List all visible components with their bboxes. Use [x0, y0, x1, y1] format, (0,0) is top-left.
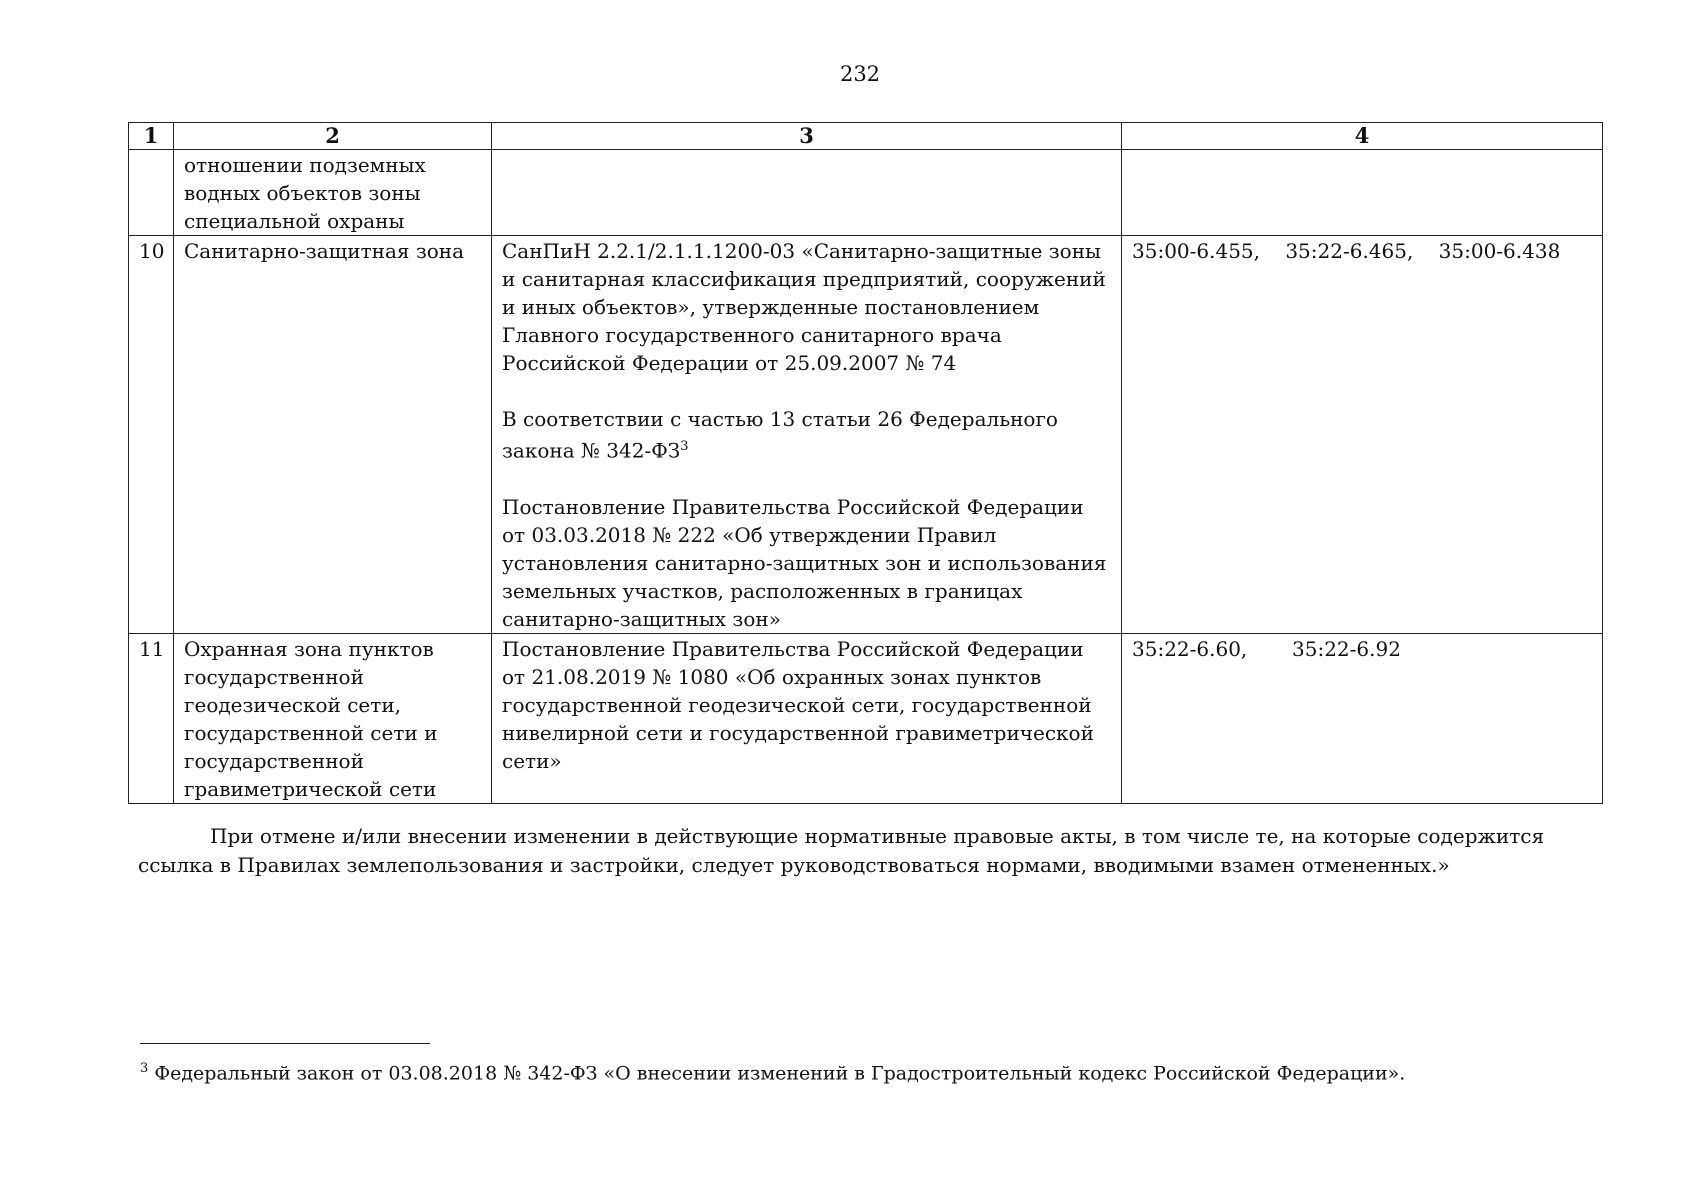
- legal-basis-paragraph: СанПиН 2.2.1/2.1.1.1200-03 «Санитарно-защитные зоны и санитарная классификация предприятий, сооружений и иных объектов», утвержденные постановлением Главного государственного санитарного врача Российской Федерации от 25.09.2007 № 74: [502, 239, 1106, 375]
- footnote: [140, 1056, 1600, 1086]
- zone-name: Санитарно-защитная зона: [174, 236, 492, 634]
- table-row: [129, 236, 1603, 634]
- legal-basis-paragraph: Постановление Правительства Российской Федерации от 03.03.2018 № 222 «Об утверждении Правил установления санитарно-защитных зон и использования земельных участков, расположенных в границах санитарно-защитных зон»: [502, 494, 1107, 631]
- legal-basis: [492, 150, 1122, 236]
- zones-table: [128, 122, 1603, 804]
- footnote-divider: [140, 1043, 430, 1044]
- footnote-mark: 3: [140, 1061, 149, 1076]
- table-row: [129, 633, 1603, 803]
- zone-codes: [1122, 150, 1603, 236]
- footnote-reference: 3: [680, 439, 689, 454]
- table-row: [129, 150, 1603, 236]
- footnote-text: Федеральный закон от 03.08.2018 № 342-ФЗ «О внесении изменений в Градостроительный кодекс Российской Федерации».: [154, 1062, 1406, 1085]
- table-header-row: [129, 123, 1603, 150]
- zone-name: Охранная зона пунктов государственной геодезической сети, государственной сети и государственной гравиметрической сети: [174, 633, 492, 803]
- zone-code: 35:00-6.455,: [1132, 239, 1261, 263]
- legal-basis-paragraph: [502, 405, 1111, 465]
- row-number: 11: [129, 633, 174, 803]
- header-col-4: 4: [1122, 123, 1603, 150]
- zone-codes: [1122, 633, 1603, 803]
- zone-code: 35:22-6.92: [1292, 636, 1401, 661]
- zone-code: 35:00-6.438: [1438, 239, 1561, 263]
- zone-code: 35:22-6.465,: [1285, 239, 1414, 263]
- header-col-2: 2: [174, 123, 492, 150]
- legal-basis-paragraph: Постановление Правительства Российской Федерации от 21.08.2019 № 1080 «Об охранных зонах пунктов государственной геодезической сети, государственной нивелирной сети и государственной гравиметрической сети»: [502, 636, 1094, 773]
- header-col-3: 3: [492, 123, 1122, 150]
- zone-name: отношении подземных водных объектов зоны специальной охраны: [174, 150, 492, 236]
- legal-basis: [492, 236, 1122, 634]
- legal-basis-text: В соответствии с частью 13 статьи 26 Федерального закона № 342-ФЗ: [502, 407, 1058, 463]
- zone-codes: [1122, 236, 1603, 634]
- header-col-1: 1: [129, 123, 174, 150]
- zone-code: 35:22-6.60,: [1132, 636, 1248, 661]
- closing-paragraph: При отмене и/или внесении изменении в действующие нормативные правовые акты, в том числе те, на которые содержится ссылка в Правилах землепользования и застройки, следует руководствоваться нормами, вводимыми взамен отмененных.»: [138, 824, 1545, 877]
- page-number: 232: [839, 62, 881, 86]
- row-number: [129, 150, 174, 236]
- row-number: 10: [129, 236, 174, 634]
- legal-basis: [492, 633, 1122, 803]
